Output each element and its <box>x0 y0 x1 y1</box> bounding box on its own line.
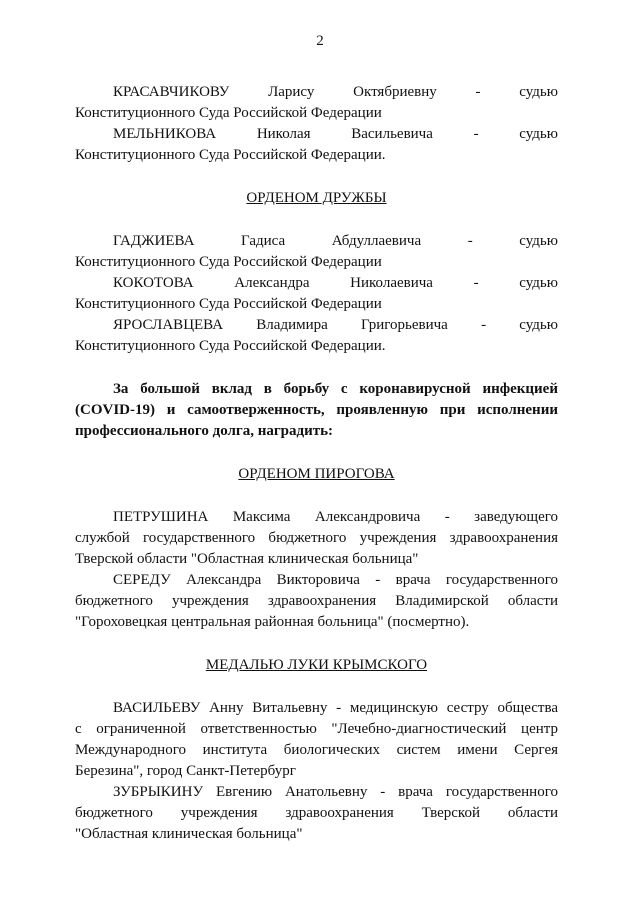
entry-organization: Конституционного Суда Российской Федерации <box>75 105 382 121</box>
surname: КОКОТОВА <box>113 275 194 291</box>
surname: ЯРОСЛАВЦЕВА <box>113 317 224 333</box>
dash: - <box>481 317 487 333</box>
first-name: Гадиса <box>241 233 286 249</box>
patronymic: Григорьевича <box>361 317 448 333</box>
patronymic: Октябриевну <box>353 84 437 100</box>
dash: - <box>473 126 479 142</box>
paragraph-line: Тверской области "Областная клиническая больница" <box>75 551 419 567</box>
document-body <box>75 82 558 845</box>
patronymic: Васильевича <box>351 126 433 142</box>
heading-medal-of-luka-krymsky: МЕДАЛЬЮ ЛУКИ КРЫМСКОГО <box>205 657 428 673</box>
award-paragraph <box>75 507 558 570</box>
heading-order-of-pirogov: ОРДЕНОМ ПИРОГОВА <box>238 466 395 482</box>
surname: МЕЛЬНИКОВА <box>113 126 217 142</box>
paragraph-line: "Областная клиническая больница" <box>75 826 303 842</box>
patronymic: Николаевича <box>350 275 433 291</box>
paragraph-line: с ограниченной ответственностью "Лечебно-диагностический центр <box>75 721 558 737</box>
first-name: Александра <box>234 275 310 291</box>
paragraph-line: ПЕТРУШИНА Максима Александровича - заведующего <box>113 509 558 525</box>
award-paragraph <box>75 570 558 633</box>
award-entry <box>75 82 558 124</box>
award-paragraph <box>75 782 558 845</box>
paragraph-line: бюджетного учреждения здравоохранения Тверской области <box>75 805 558 821</box>
page-number: 2 <box>316 33 324 49</box>
section-constitutional-court-2 <box>75 231 558 357</box>
first-name: Ларису <box>268 84 315 100</box>
first-name: Владимира <box>256 317 328 333</box>
entry-organization: Конституционного Суда Российской Федерации <box>75 296 382 312</box>
dash: - <box>467 233 473 249</box>
paragraph-line: "Гороховецкая центральная районная больница" (посмертно). <box>75 614 470 630</box>
position: судью <box>519 84 558 100</box>
patronymic: Абдуллаевича <box>331 233 422 249</box>
section-pirogov <box>75 507 558 633</box>
paragraph-line: ВАСИЛЬЕВУ Анну Витальевну - медицинскую сестру общества <box>113 700 558 716</box>
paragraph-line: Березина", город Санкт-Петербург <box>75 763 296 779</box>
heading-order-of-friendship: ОРДЕНОМ ДРУЖБЫ <box>246 190 387 206</box>
surname: ГАДЖИЕВА <box>113 233 195 249</box>
intro-line: профессионального долга, наградить: <box>75 423 334 439</box>
intro-line: (COVID-19) и самоотверженность, проявленную при исполнении <box>75 402 558 418</box>
entry-name-line <box>75 82 558 103</box>
entry-organization: Конституционного Суда Российской Федерации. <box>75 338 386 354</box>
entry-name-line <box>75 231 558 252</box>
position: судью <box>519 126 558 142</box>
surname: КРАСАВЧИКОВУ <box>113 84 230 100</box>
intro-line: За большой вклад в борьбу с коронавирусной инфекцией <box>113 381 558 397</box>
entry-name-line <box>75 273 558 294</box>
position: судью <box>519 317 558 333</box>
entry-name-line <box>75 124 558 145</box>
award-entry <box>75 231 558 273</box>
paragraph-line: службой государственного бюджетного учреждения здравоохранения <box>75 530 558 546</box>
entry-organization: Конституционного Суда Российской Федерации <box>75 254 382 270</box>
award-entry <box>75 315 558 357</box>
section-constitutional-court-1 <box>75 82 558 166</box>
entry-organization: Конституционного Суда Российской Федерации. <box>75 147 386 163</box>
section-luka-krymsky <box>75 698 558 845</box>
first-name: Николая <box>256 126 311 142</box>
paragraph-line: СЕРЕДУ Александра Викторовича - врача государственного <box>113 572 558 588</box>
paragraph-line: ЗУБРЫКИНУ Евгению Анатольевну - врача государственного <box>113 784 558 800</box>
award-paragraph <box>75 698 558 782</box>
award-entry <box>75 273 558 315</box>
paragraph-line: Международного института биологических систем имени Сергея <box>75 742 558 758</box>
dash: - <box>473 275 479 291</box>
entry-name-line <box>75 315 558 336</box>
award-entry <box>75 124 558 166</box>
position: судью <box>519 233 558 249</box>
covid-award-intro <box>75 379 558 442</box>
paragraph-line: бюджетного учреждения здравоохранения Владимирской области <box>75 593 558 609</box>
dash: - <box>475 84 481 100</box>
position: судью <box>519 275 558 291</box>
